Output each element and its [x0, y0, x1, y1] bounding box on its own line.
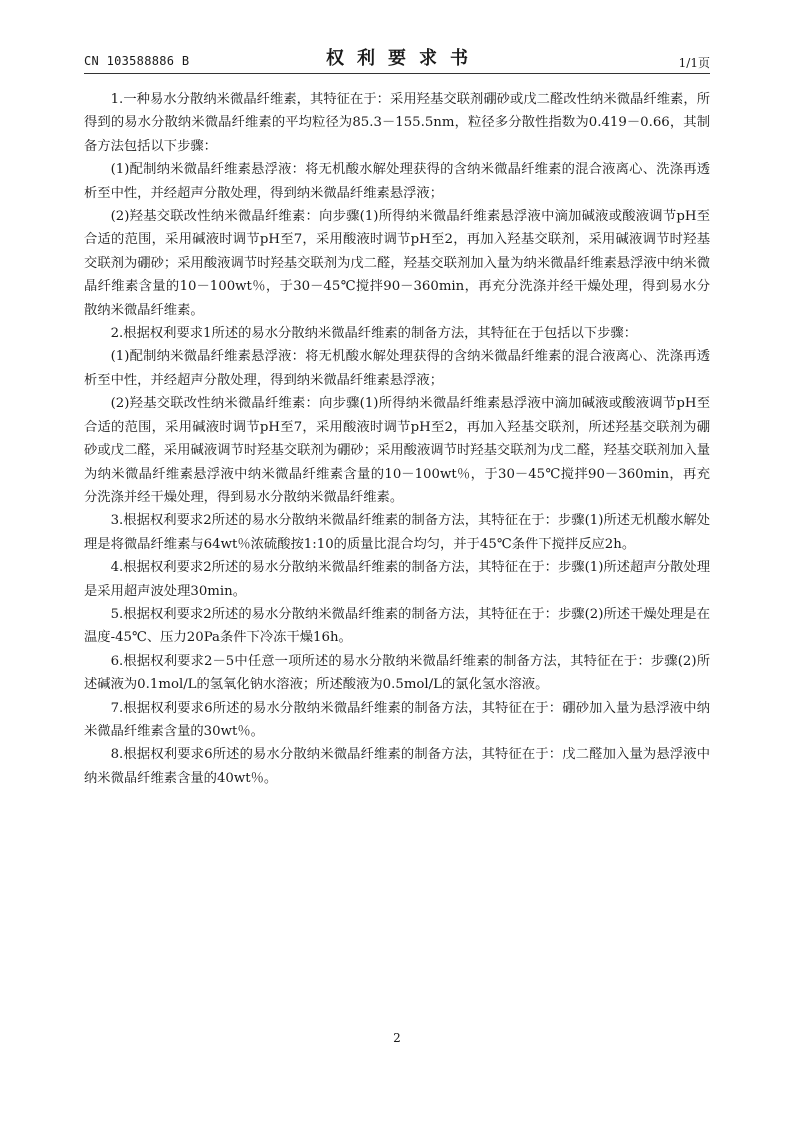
- patent-number: CN 103588886 B: [84, 54, 190, 68]
- claim-5-paragraph: 5.根据权利要求2所述的易水分散纳米微晶纤维素的制备方法，其特征在于：步骤(2)所述干燥处理是在温度-45℃、压力20Pa条件下冷冻干燥16h。: [84, 606, 710, 646]
- claim-4-paragraph: 4.根据权利要求2所述的易水分散纳米微晶纤维素的制备方法，其特征在于：步骤(1)所述超声分散处理是采用超声波处理30min。: [84, 560, 710, 599]
- header-divider: [84, 73, 710, 74]
- page-header: [84, 42, 710, 72]
- claim-3-paragraph: 3.根据权利要求2所述的易水分散纳米微晶纤维素的制备方法，其特征在于：步骤(1)所述无机酸水解处理是将微晶纤维素与64wt％浓硫酸按1:10的质量比混合均匀，并于45℃条件下搅拌反应2h。: [84, 513, 710, 552]
- claim-2-step-1: (1)配制纳米微晶纤维素悬浮液：将无机酸水解处理获得的含纳米微晶纤维素的混合液离心、洗涤再透析至中性，并经超声分散处理，得到纳米微晶纤维素悬浮液；: [84, 349, 710, 388]
- claim-1-step-2: (2)羟基交联改性纳米微晶纤维素：向步骤(1)所得纳米微晶纤维素悬浮液中滴加碱液或酸液调节pH至合适的范围，采用碱液时调节pH至7，采用酸液时调节pH至2，再加入羟基交联剂，采用碱液调节时羟基交联剂为硼砂；采用酸液调节时羟基交联剂为戊二醛，羟基交联剂加入量为纳米微晶纤维素悬浮液中纳米微晶纤维素含量的10－100wt％，于30－45℃搅拌90－360min，再充分洗涤并经干燥处理，得到易水分散纳米微晶纤维素。: [84, 209, 710, 318]
- page-indicator: 1/1页: [678, 56, 710, 70]
- claim-6-paragraph: 6.根据权利要求2－5中任意一项所述的易水分散纳米微晶纤维素的制备方法，其特征在于：步骤(2)所述碱液为0.1mol/L的氢氧化钠水溶液；所述酸液为0.5mol/L的氯化氢水溶液。: [84, 653, 710, 693]
- document-title: 权利要求书: [326, 48, 481, 69]
- claim-7-paragraph: 7.根据权利要求6所述的易水分散纳米微晶纤维素的制备方法，其特征在于：硼砂加入量为悬浮液中纳米微晶纤维素含量的30wt％。: [84, 700, 710, 739]
- claims-body: [84, 88, 710, 790]
- claim-1-step-1: (1)配制纳米微晶纤维素悬浮液：将无机酸水解处理获得的含纳米微晶纤维素的混合液离心、洗涤再透析至中性，并经超声分散处理，得到纳米微晶纤维素悬浮液；: [84, 162, 710, 201]
- claim-2-step-2: (2)羟基交联改性纳米微晶纤维素：向步骤(1)所得纳米微晶纤维素悬浮液中滴加碱液或酸液调节pH至合适的范围，采用碱液时调节pH至7，采用酸液时调节pH至2，再加入羟基交联剂，所述羟基交联剂为硼砂或戊二醛，采用碱液调节时羟基交联剂为硼砂；采用酸液调节时羟基交联剂为戊二醛，羟基交联剂加入量为纳米微晶纤维素悬浮液中纳米微晶纤维素含量的10－100wt％，于30－45℃搅拌90－360min，再充分洗涤并经干燥处理，得到易水分散纳米微晶纤维素。: [84, 396, 710, 505]
- claim-2-paragraph: 2.根据权利要求1所述的易水分散纳米微晶纤维素的制备方法，其特征在于包括以下步骤：: [110, 326, 638, 342]
- claim-1-paragraph: 1.一种易水分散纳米微晶纤维素，其特征在于：采用羟基交联剂硼砂或戊二醛改性纳米微晶纤维素，所得到的易水分散纳米微晶纤维素的平均粒径为85.3－155.5nm，粒径多分散性指数为0.419－0.66，其制备方法包括以下步骤：: [84, 92, 710, 154]
- claim-8-paragraph: 8.根据权利要求6所述的易水分散纳米微晶纤维素的制备方法，其特征在于：戊二醛加入量为悬浮液中纳米微晶纤维素含量的40wt％。: [84, 747, 710, 786]
- page-number: 2: [393, 1031, 401, 1045]
